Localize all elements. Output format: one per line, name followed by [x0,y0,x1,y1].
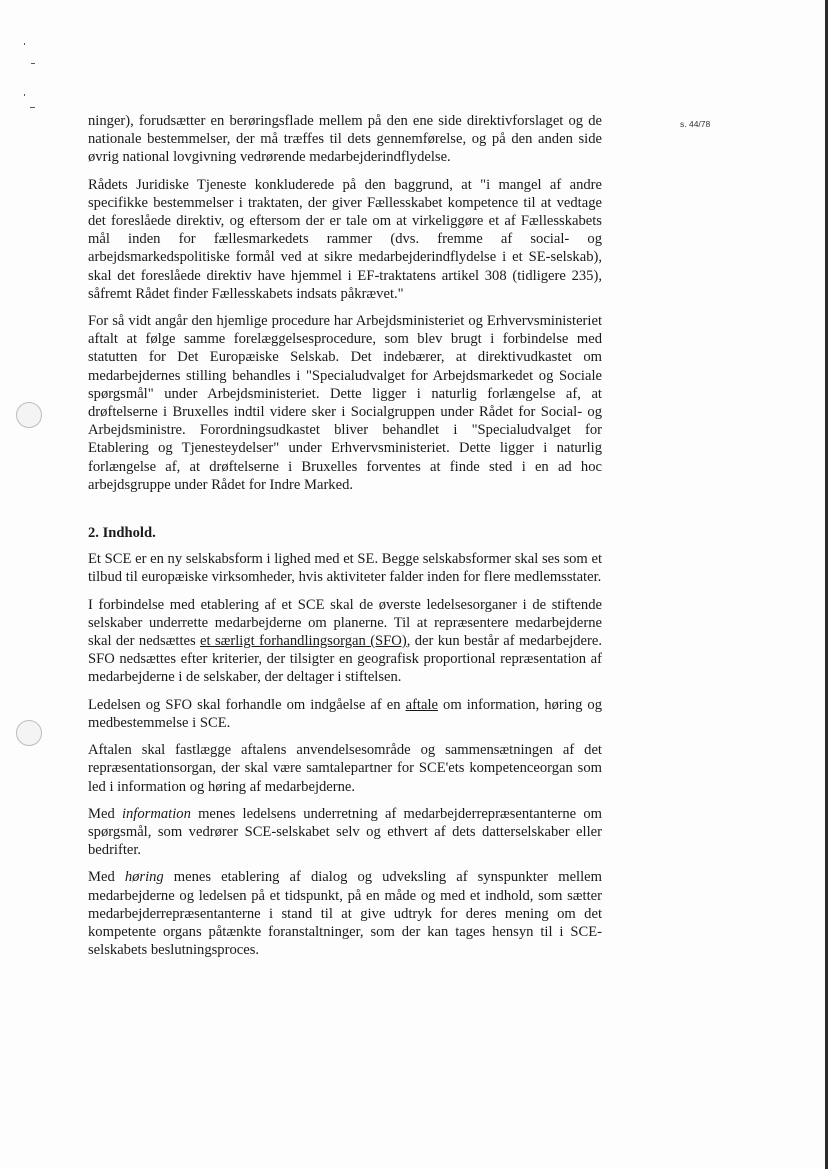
punch-hole-icon [16,720,42,746]
paragraph: Rådets Juridiske Tjeneste konkluderede på den baggrund, at "i mangel af andre specifikke bestemmelser i traktaten, der giver Fællesskabet kompetence til at vedtage det foreslåede direktiv, og eftersom der er tale om at virkeliggøre et af Fællesskabets mål inden for fællesmarkedets rammer (dvs. fremme af social- og arbejdsmarkedspolitiske formål ved at sikre medarbejderindflydelse i et SE-selskab), skal det foreslåede direktiv have hjemmel i EF-traktatens artikel 308 (tidligere 235), såfremt Rådet finder Fællesskabets indsats påkrævet." [88,176,602,302]
text-run: menes etablering af dialog og udveksling af synspunkter mellem medarbejderne og ledelsen på et tidspunkt, på en måde og med et indhold, som sætter medarbejderrepræsentanterne i stand til at give udtryk for deres mening om det kompetente organs påtænkte foranstaltninger, som der kan tages hensyn til i SCE-selskabets beslutningsproces. [88,869,602,959]
scan-mark [24,43,25,45]
paragraph: Aftalen skal fastlægge aftalens anvendelsesområde og sammensætningen af det repræsentationsorgan, der skal være samtalepartner for SCE'ets kompetenceorgan som led i information og høring af medarbejderne. [88,742,602,795]
punch-hole-icon [16,402,42,428]
text-run: , der kun består af medarbejdere. SFO nedsættes efter kriterier, der tilsigter en geografisk proportional repræsentation af medarbejderne i de selskaber, der deltager i stiftelsen. [88,633,603,686]
underlined-term: et særligt forhandlingsorgan (SFO) [200,633,407,650]
paragraph [88,696,602,732]
text-run: menes ledelsens underretning af medarbejderrepræsentanterne om spørgsmål, som vedrører SCE-selskabet selv og ethvert af dets datterselskaber eller bedrifter. [88,805,602,859]
paragraph: For så vidt angår den hjemlige procedure har Arbejdsministeriet og Erhvervsministeriet aftalt at følge samme forelæggelsesprocedure, som blev brugt i forbindelse med statutten for Det Europæiske Selskab. Det indebærer, at direktivudkastet om medarbejdernes stilling behandles i "Specialudvalget for Arbejdsmarkedet og Sociale spørgsmål" under Arbejdsministeriet. Dette ligger i naturlig forlængelse af, at drøftelserne i Bruxelles indtil videre sker i Socialgruppen under Rådet for Social- og Arbejdsministre. Forordningsudkastet bliver behandlet i "Specialudvalget for Etablering og Tjenesteydelser" under Erhvervsministeriet. Dette ligger i naturlig forlængelse af, at drøftelserne i Bruxelles forventes at finde sted i en ad hoc arbejdsgruppe under Rådet for Indre Marked. [88,313,602,493]
text-run: I forbindelse med etablering af et SCE skal de øverste ledelsesorganer i de stiftende selskaber underrette medarbejderne om planerne. Til at repræsentere medarbejderne skal der nedsættes [88,596,602,650]
italic-term: information [121,805,191,822]
scan-mark [31,63,35,64]
document-body [88,112,602,968]
underlined-term: aftale [405,696,438,713]
text-run: om information, høring og medbestemmelse i SCE. [88,696,603,731]
section-heading: 2. Indhold. [88,525,156,542]
text-run: Med [88,805,122,822]
text-run: Ledelsen og SFO skal forhandle om indgåelse af en [88,696,406,713]
paragraph [88,805,602,860]
paragraph: ninger), forudsætter en berøringsflade mellem på den ene side direktivforslaget og de nationale bestemmelser, der må træffes til dets gennemførelse, og på den anden side øvrig national lovgivning vedrørende medarbejderindflydelse. [88,113,602,166]
paragraph [88,868,602,959]
paragraph [88,596,602,687]
text-run: Med [88,869,125,886]
italic-term: høring [124,869,164,886]
scan-mark [30,107,35,108]
scan-mark [24,94,25,96]
paragraph: Et SCE er en ny selskabsform i lighed med et SE. Begge selskabsformer skal ses som et tilbud til europæiske virksomheder, hvis aktiviteter falder inden for flere medlemsstater. [88,551,602,586]
page-reference: s. 44/78 [680,119,711,129]
